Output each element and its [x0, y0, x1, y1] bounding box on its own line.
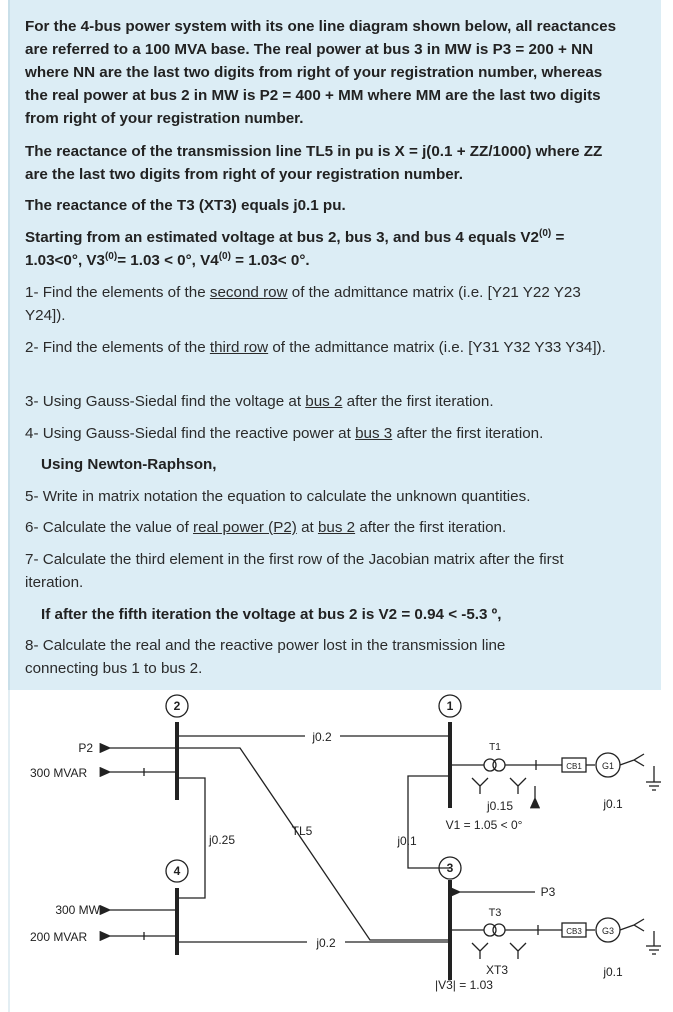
q2-text-b: of the admittance matrix (i.e. [Y31 Y32 Y33 Y34]). — [268, 339, 606, 356]
g1-ground-lead-a — [620, 760, 634, 765]
x13-label: j0.1 — [397, 834, 417, 848]
q2-text-a: 2- Find the elements of the — [25, 339, 210, 356]
g3-label: G3 — [601, 926, 615, 936]
question-2 — [25, 336, 625, 359]
q3-underline: bus 2 — [305, 393, 343, 410]
g3-ground-lead-b — [634, 919, 644, 925]
question-5: 5- Write in matrix notation the equation to calculate the unknown quantities. — [25, 488, 531, 505]
q4-text-a: 4- Using Gauss-Siedal find the reactive power at — [25, 425, 356, 442]
g1-ground-lead-c — [634, 760, 644, 766]
q6-text-a: 6- Calculate the value of — [25, 519, 194, 536]
bus-2-label: 2 — [173, 699, 181, 713]
q2-underline: third row — [209, 339, 269, 356]
p4-text-c: = 1.03 < 0°, V4 — [117, 252, 219, 269]
p4-sup1: (0) — [538, 227, 552, 239]
cb3-label: CB3 — [566, 927, 582, 936]
bus-4-label: 4 — [173, 864, 181, 878]
x24-label: j0.25 — [208, 833, 236, 847]
question-1 — [25, 281, 625, 327]
t1-label: T1 — [489, 742, 501, 753]
v3-label: |V3| = 1.03 — [435, 978, 493, 992]
fifth-iteration-heading: If after the fifth iteration the voltage at bus 2 is V2 = 0.94 < -5.3 º, — [41, 606, 502, 623]
question-4 — [25, 422, 625, 445]
line-2-4 — [177, 778, 205, 898]
g1-ground-lead-b — [634, 754, 644, 760]
q3-text-a: 3- Using Gauss-Siedal find the voltage at — [25, 393, 306, 410]
q4-underline: bus 3 — [355, 425, 393, 442]
xg3-label: j0.1 — [603, 965, 623, 979]
g3-ground-lead-c — [634, 925, 644, 931]
q4-text-b: after the first iteration. — [392, 425, 544, 442]
q6-text-m: at — [296, 519, 318, 536]
q4-label: 200 MVAR — [30, 930, 88, 944]
xt1-label: j0.15 — [486, 799, 514, 813]
question-3 — [25, 390, 625, 413]
q1-underline: second row — [209, 284, 288, 301]
question-8: 8- Calculate the real and the reactive power lost in the transmission line connecting bus 1 to bus 2. — [25, 637, 506, 677]
p4-text-a: Starting from an estimated voltage at bus 2, bus 3, and bus 4 equals V2 — [25, 229, 539, 246]
bus-1-label: 1 — [446, 699, 454, 713]
t3-wye-right — [510, 943, 526, 959]
p4-sup3: (0) — [218, 250, 231, 262]
t3-coil-2 — [493, 924, 505, 936]
p4-sup2: (0) — [104, 250, 118, 262]
p4-label: 300 MW — [55, 903, 100, 917]
intro-paragraph: For the 4-bus power system with its one line diagram shown below, all reactances are referred to a 100 MVA base. The real power at bus 3 in MW is P3 = 200 + NN where NN are the last two digits from right of your registration number, whereas the real power at bus 2 in MW is P2 = 400 + MM where MM are the last two digits from right of your registration number. — [25, 18, 617, 127]
g1-label: G1 — [601, 761, 615, 771]
one-line-svg — [10, 690, 661, 1012]
xt3-paragraph: The reactance of the T3 (XT3) equals j0.1 pu. — [25, 197, 346, 214]
t3-wye-left — [472, 943, 488, 959]
q1-text-b: of the admittance matrix (i.e. [Y21 Y22 Y23 Y24]). — [25, 284, 581, 324]
p3-label: P3 — [540, 885, 556, 899]
bus-3-label: 3 — [446, 861, 454, 875]
question-7: 7- Calculate the third element in the first row of the Jacobian matrix after the first iteration. — [25, 551, 564, 591]
xt3-label: XT3 — [485, 963, 509, 977]
line-1-3 — [408, 776, 450, 868]
xg1-label: j0.1 — [603, 797, 623, 811]
tl5-label: TL5 — [291, 824, 313, 838]
p4-text-d: = 1.03< 0°. — [230, 252, 310, 269]
v1-label: V1 = 1.05 < 0° — [445, 818, 523, 832]
line12-label: j0.2 — [312, 730, 332, 744]
q2-label: 300 MVAR — [30, 766, 88, 780]
q3-text-b: after the first iteration. — [342, 393, 494, 410]
t1-coil-2 — [493, 759, 505, 771]
t3-label: T3 — [488, 907, 502, 919]
q1-text-a: 1- Find the elements of the — [25, 284, 210, 301]
initial-voltage-paragraph — [25, 226, 625, 272]
cb1-label: CB1 — [566, 762, 582, 771]
q6-underline-2: bus 2 — [317, 519, 356, 536]
line43-label: j0.2 — [316, 936, 336, 950]
p2-label: P2 — [78, 741, 93, 755]
q6-underline-1: real power (P2) — [193, 519, 297, 536]
g3-ground-lead-a — [620, 925, 634, 930]
newton-raphson-heading: Using Newton-Raphson, — [41, 456, 217, 473]
t1-wye-right — [510, 778, 526, 794]
tl5-paragraph: The reactance of the transmission line TL5 in pu is X = j(0.1 + ZZ/1000) where ZZ are the last two digits from right of your registration number. — [25, 143, 603, 183]
one-line-diagram — [8, 690, 661, 1012]
question-6 — [25, 516, 625, 539]
q6-text-b: after the first iteration. — [355, 519, 507, 536]
t1-wye-left — [472, 778, 488, 794]
p4-text-b: = 1.03<0°, V3 — [25, 229, 565, 269]
